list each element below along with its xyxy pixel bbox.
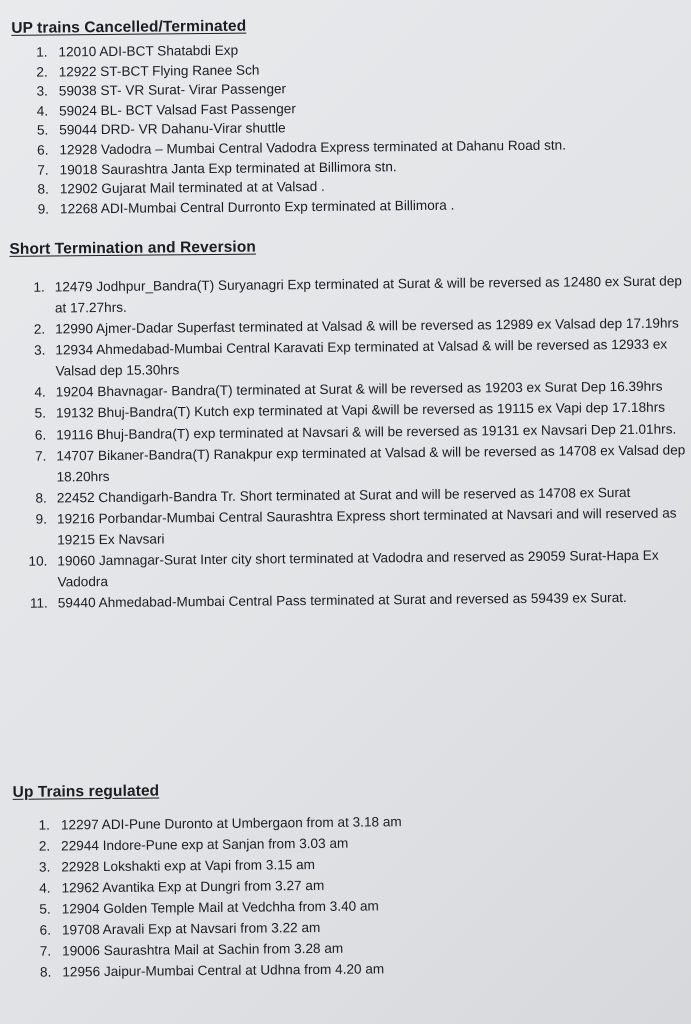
list-item — [21, 335, 686, 383]
item-number: 3. — [33, 342, 46, 358]
item-number: 6. — [37, 142, 49, 158]
item-text: 19006 Saurashtra Mail at Sachin from 3.28 am — [62, 940, 344, 959]
item-text: 12934 Ahmedabad-Mumbai Central Karavati Exp terminated at Valsad & will be reversed as 12933 ex Valsad dep 15.30hrs — [55, 336, 668, 379]
section-heading-short-termination: Short Termination and Reversion — [9, 238, 257, 258]
item-text: 59024 BL- BCT Valsad Fast Passenger — [58, 100, 296, 119]
item-text: 12479 Jodhpur_Bandra(T) Suryanagri Exp terminated at Surat & will be reversed as 12480 ex Surat dep at 17.27hrs. — [54, 273, 682, 316]
item-text: 19116 Bhuj-Bandra(T) exp terminated at Navsari & will be reversed as 19131 ex Navsari Dep 21.01hrs. — [56, 421, 677, 443]
list-item — [22, 440, 687, 488]
section-heading-cancelled-terminated: UP trains Cancelled/Terminated — [11, 17, 247, 37]
item-text: 59440 Ahmedabad-Mumbai Central Pass terminated at Surat and reversed as 59439 ex Surat. — [57, 589, 627, 611]
item-number: 1. — [38, 817, 50, 833]
item-text: 12904 Golden Temple Mail at Vedchha from 3.40 am — [61, 898, 379, 917]
item-number: 3. — [36, 83, 48, 99]
item-text: 22452 Chandigarh-Bandra Tr. Short terminated at Surat and will be reserved as 14708 ex Surat — [56, 484, 631, 506]
item-number: 5. — [39, 901, 51, 917]
item-text: 12010 ADI-BCT Shatabdi Exp — [58, 42, 239, 60]
item-text: 12297 ADI-Pune Duronto at Umbergaon from at 3.18 am — [60, 814, 402, 833]
list-item — [21, 271, 686, 319]
item-number: 5. — [36, 122, 49, 139]
item-number: 8. — [37, 181, 49, 197]
item-text: 19132 Bhuj-Bandra(T) Kutch exp terminated at Vapi &will be reversed as 19115 ex Vapi dep 17.18hrs — [55, 399, 666, 421]
cancelled-terminated-list — [20, 36, 682, 219]
item-text: 59044 DRD- VR Dahanu-Virar shuttle — [59, 120, 286, 138]
item-number: 9. — [37, 201, 50, 217]
item-text: 19018 Saurashtra Janta Exp terminated at Billimora stn. — [59, 158, 397, 177]
item-text: 12268 ADI-Mumbai Central Durronto Exp terminated at Billimora . — [59, 197, 455, 217]
item-number: 6. — [39, 922, 52, 938]
item-text: 12962 Avantika Exp at Dungri from 3.27 am — [61, 877, 325, 896]
item-number: 11. — [29, 595, 48, 611]
item-text: 14707 Bikaner-Bandra(T) Ranakpur exp terminated at Valsad & will be reversed as 14708 ex Valsad dep 18.20hrs — [56, 442, 686, 484]
item-number: 8. — [35, 490, 47, 506]
item-text: 22928 Lokshakti exp at Vapi from 3.15 am — [61, 857, 316, 875]
item-number: 2. — [36, 64, 48, 80]
item-number: 1. — [33, 279, 45, 295]
item-text: 22944 Indore-Pune exp at Sanjan from 3.03 am — [61, 835, 349, 854]
item-number: 3. — [38, 859, 51, 875]
item-number: 2. — [38, 838, 51, 854]
item-text: 12902 Gujarat Mail terminated at at Valsad . — [59, 179, 325, 197]
trains-regulated-list — [24, 810, 526, 983]
section-heading-trains-regulated: Up Trains regulated — [12, 782, 160, 801]
item-text: 19204 Bhavnagar- Bandra(T) terminated at Surat & will be reversed as 19203 ex Surat Dep 16.39hrs — [55, 378, 663, 400]
item-number: 4. — [36, 103, 49, 119]
item-number: 4. — [39, 880, 51, 896]
item-number: 1. — [36, 44, 48, 60]
item-number: 6. — [34, 427, 47, 443]
item-text: 19708 Aravali Exp at Navsari from 3.22 am — [61, 919, 321, 938]
item-text: 59038 ST- VR Surat- Virar Passenger — [58, 81, 287, 99]
item-number: 5. — [34, 405, 47, 422]
item-text: 12922 ST-BCT Flying Ranee Sch — [58, 62, 260, 80]
item-text: 12990 Ajmer-Dadar Superfast terminated at Valsad & will be reversed as 12989 ex Valsad dep 17.19hrs — [55, 315, 679, 337]
item-number: 4. — [34, 384, 46, 400]
list-item — [25, 957, 525, 983]
item-text: 12928 Vadodra – Mumbai Central Vadodra Express terminated at Dahanu Road stn. — [59, 137, 567, 158]
item-number: 10. — [28, 553, 48, 569]
item-number: 9. — [35, 511, 48, 527]
item-number: 7. — [39, 943, 52, 959]
item-text: 12956 Jaipur-Mumbai Central at Udhna from 4.20 am — [62, 961, 385, 980]
list-item — [23, 545, 688, 593]
item-number: 8. — [39, 964, 52, 980]
item-number: 2. — [33, 321, 46, 337]
short-termination-list — [21, 271, 689, 614]
list-item — [23, 503, 688, 551]
item-text: 19216 Porbandar-Mumbai Central Saurashtra Express short terminated at Navsari and will reserved as 19215 Ex Navsari — [56, 505, 677, 548]
item-text: 19060 Jamnagar-Surat Inter city short terminated at Vadodra and reserved as 29059 Surat-Hapa Ex Vadodra — [57, 547, 659, 590]
item-number: 7. — [37, 162, 49, 178]
item-number: 7. — [34, 448, 47, 464]
